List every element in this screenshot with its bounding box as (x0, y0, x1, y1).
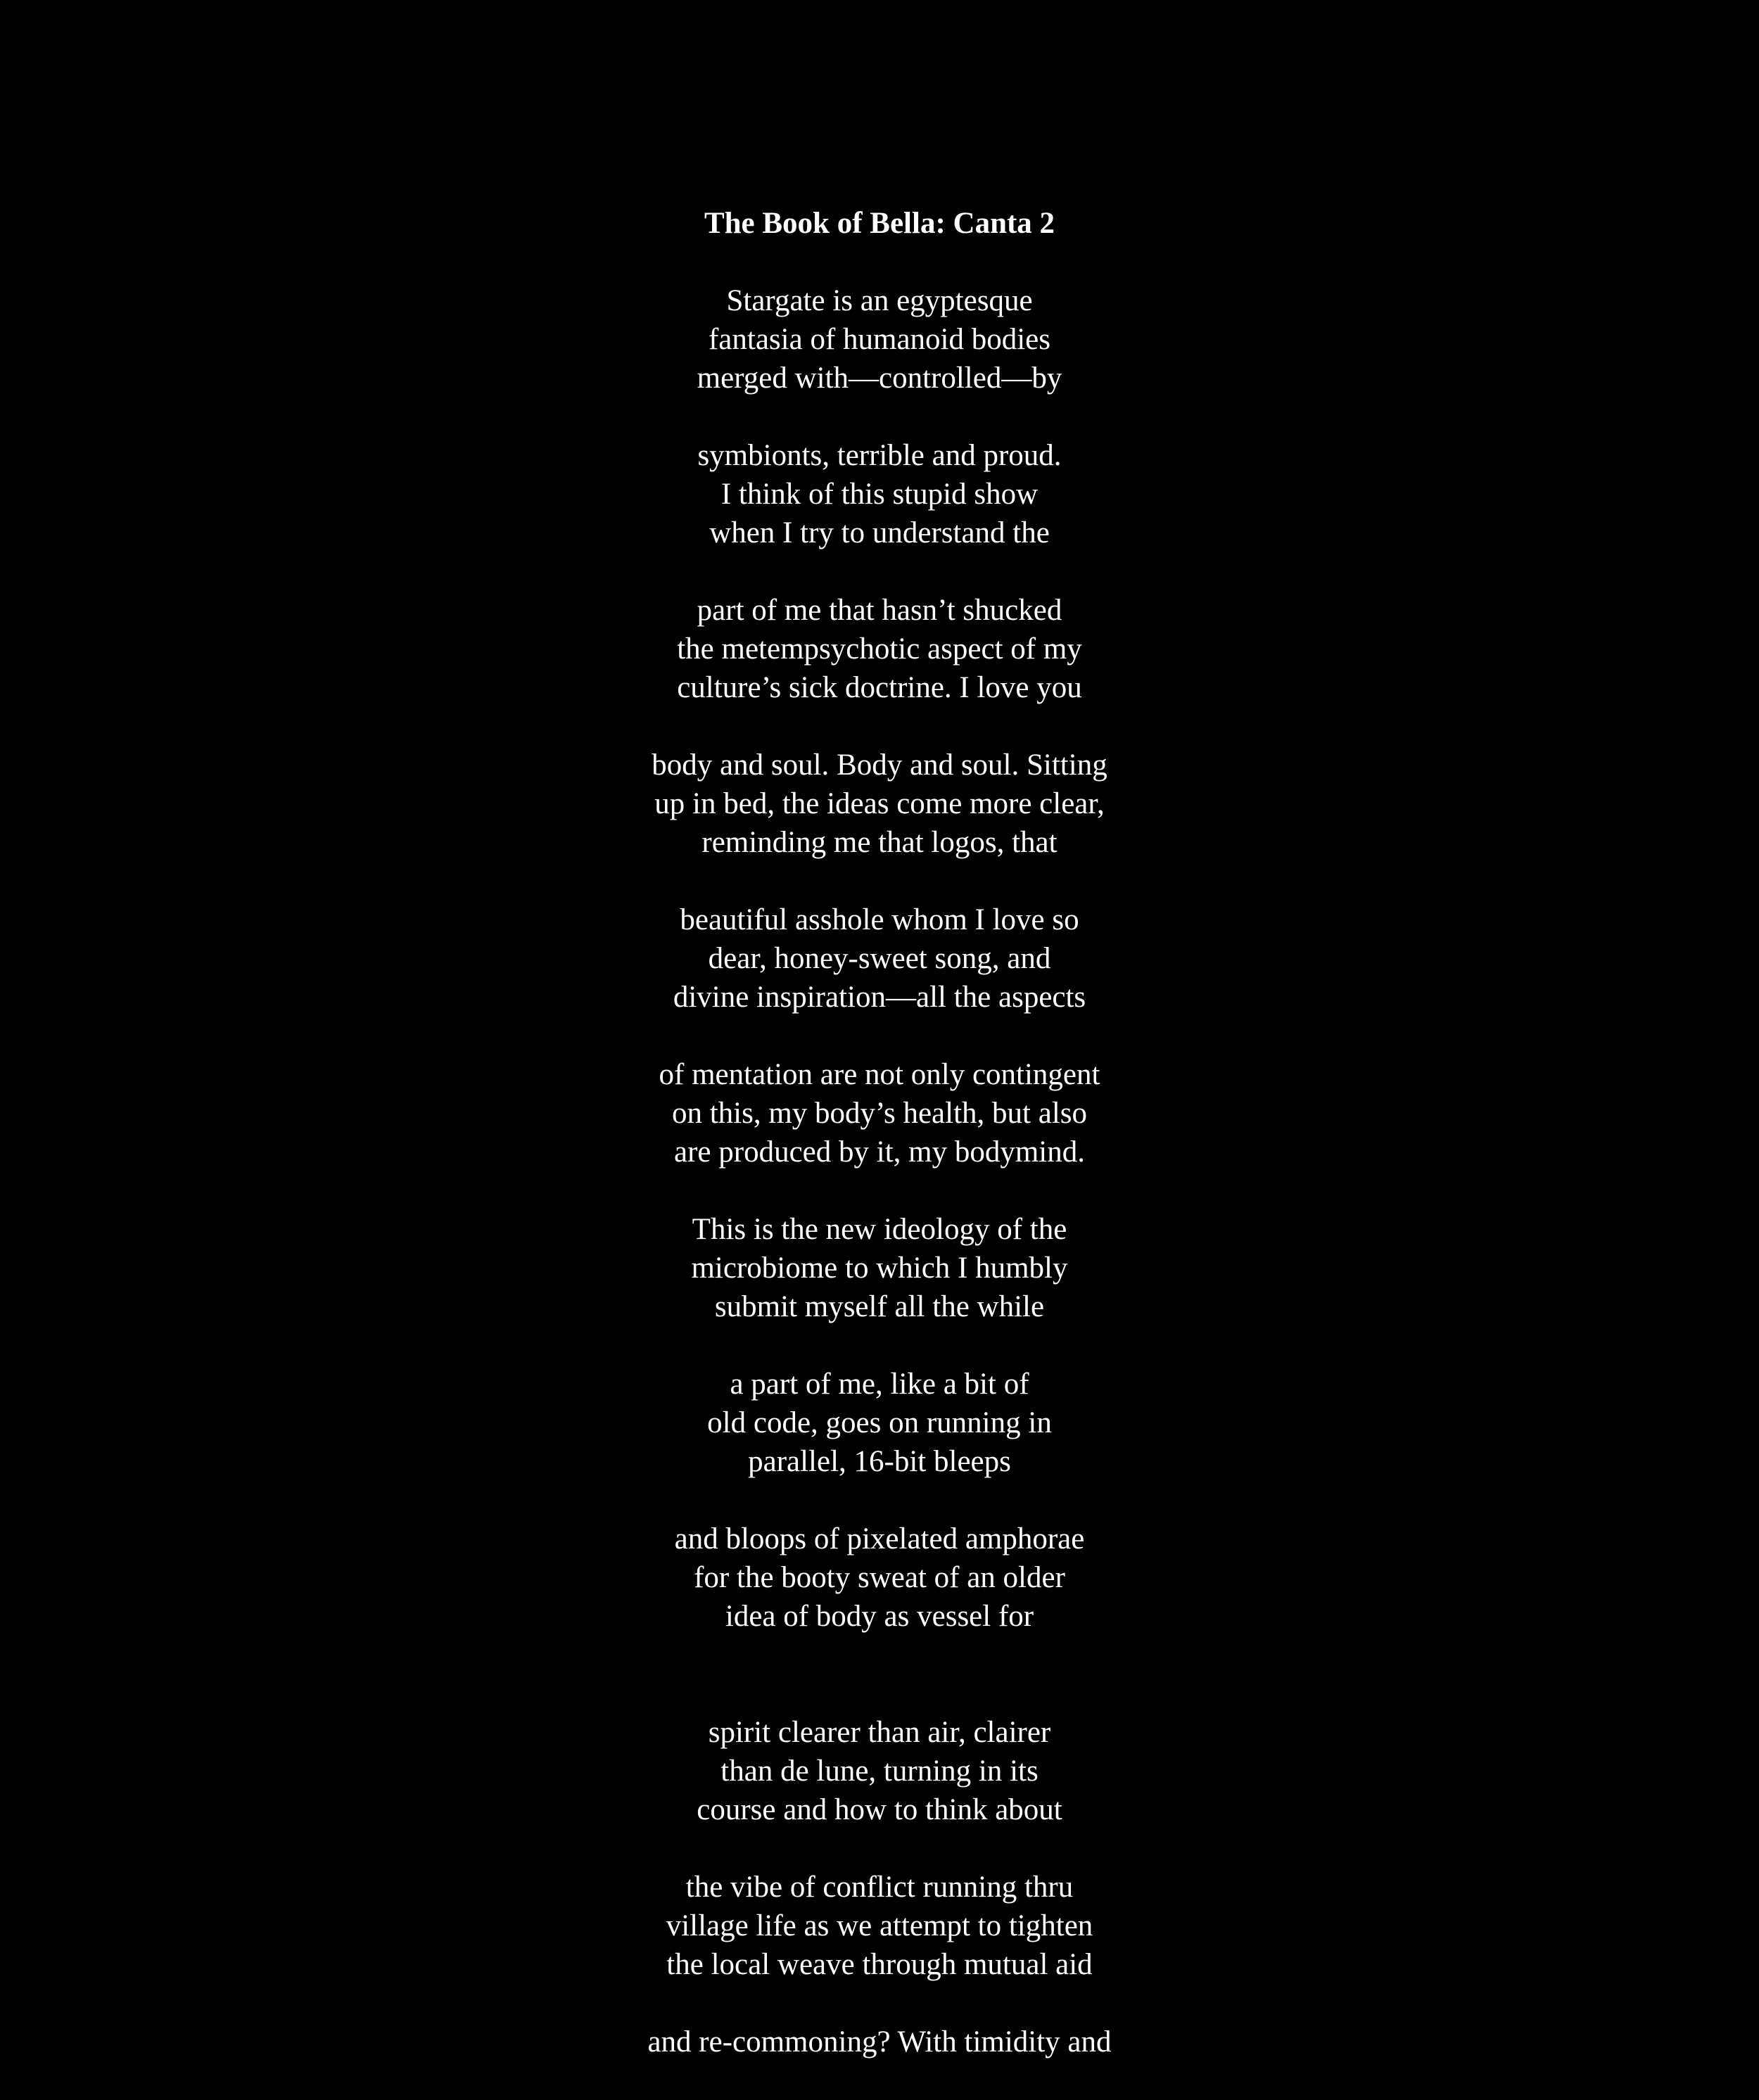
poem-line: fantasia of humanoid bodies (708, 323, 1051, 356)
poem-line: microbiome to which I humbly (691, 1252, 1068, 1285)
poem-line: than de lune, turning in its (720, 1755, 1039, 1788)
poem-title: The Book of Bella: Canta 2 (704, 207, 1055, 240)
poem-line: reminding me that logos, that (701, 826, 1058, 859)
poem-line: body and soul. Body and soul. Sitting (652, 749, 1107, 782)
poem-line: and re-commoning? With timidity and (647, 2025, 1112, 2058)
stanza-2 (0, 436, 1759, 552)
stanza-5 (0, 901, 1759, 1017)
stanza-3 (0, 591, 1759, 707)
poem-line: course and how to think about (697, 1793, 1062, 1826)
poem-line: on this, my body’s health, but also (671, 1097, 1088, 1130)
stanza-7 (0, 1210, 1759, 1326)
poem-line: the vibe of conflict running thru (685, 1871, 1074, 1904)
poem-line: and bloops of pixelated amphorae (674, 1522, 1085, 1555)
poem-line: beautiful asshole whom I love so (680, 903, 1079, 936)
poem-line: when I try to understand the (709, 516, 1050, 549)
poem-line: symbionts, terrible and proud. (697, 439, 1062, 472)
poem-line: parallel, 16-bit bleeps (748, 1445, 1011, 1478)
poem-line: up in bed, the ideas come more clear, (654, 787, 1105, 820)
poem-line: the local weave through mutual aid (666, 1948, 1093, 1981)
poem-line: for the booty sweat of an older (694, 1561, 1065, 1594)
stanza-11 (0, 1868, 1759, 1984)
poem-line: village life as we attempt to tighten (666, 1909, 1093, 1942)
poem-line: spirit clearer than air, clairer (708, 1716, 1051, 1749)
poem-line: This is the new ideology of the (692, 1213, 1067, 1246)
stanza-9 (0, 1520, 1759, 1636)
poem-line: idea of body as vessel for (725, 1600, 1034, 1633)
stanza-10 (0, 1713, 1759, 1829)
poem-line: divine inspiration—all the aspects (673, 981, 1086, 1014)
poem-line: part of me that hasn’t shucked (697, 594, 1062, 627)
poem-line: of mentation are not only contingent (659, 1058, 1100, 1091)
poem (0, 204, 1759, 2100)
poem-line: I think of this stupid show (720, 478, 1039, 511)
poem-line: the metempsychotic aspect of my (677, 632, 1082, 666)
poem-line: merged with—controlled—by (697, 362, 1062, 395)
stanza-6 (0, 1055, 1759, 1171)
poem-line: culture’s sick doctrine. I love you (677, 671, 1082, 704)
poem-line: submit myself all the while (714, 1290, 1045, 1323)
stanza-1 (0, 281, 1759, 397)
poem-line: old code, goes on running in (707, 1406, 1052, 1439)
stanza-12 (0, 2023, 1759, 2061)
stanza-4 (0, 746, 1759, 862)
stanza-8 (0, 1365, 1759, 1481)
poem-line: a part of me, like a bit of (730, 1368, 1029, 1401)
poem-line: Stargate is an egyptesque (726, 284, 1033, 317)
poem-line: are produced by it, my bodymind. (674, 1135, 1085, 1169)
poem-line: dear, honey-sweet song, and (708, 942, 1051, 975)
